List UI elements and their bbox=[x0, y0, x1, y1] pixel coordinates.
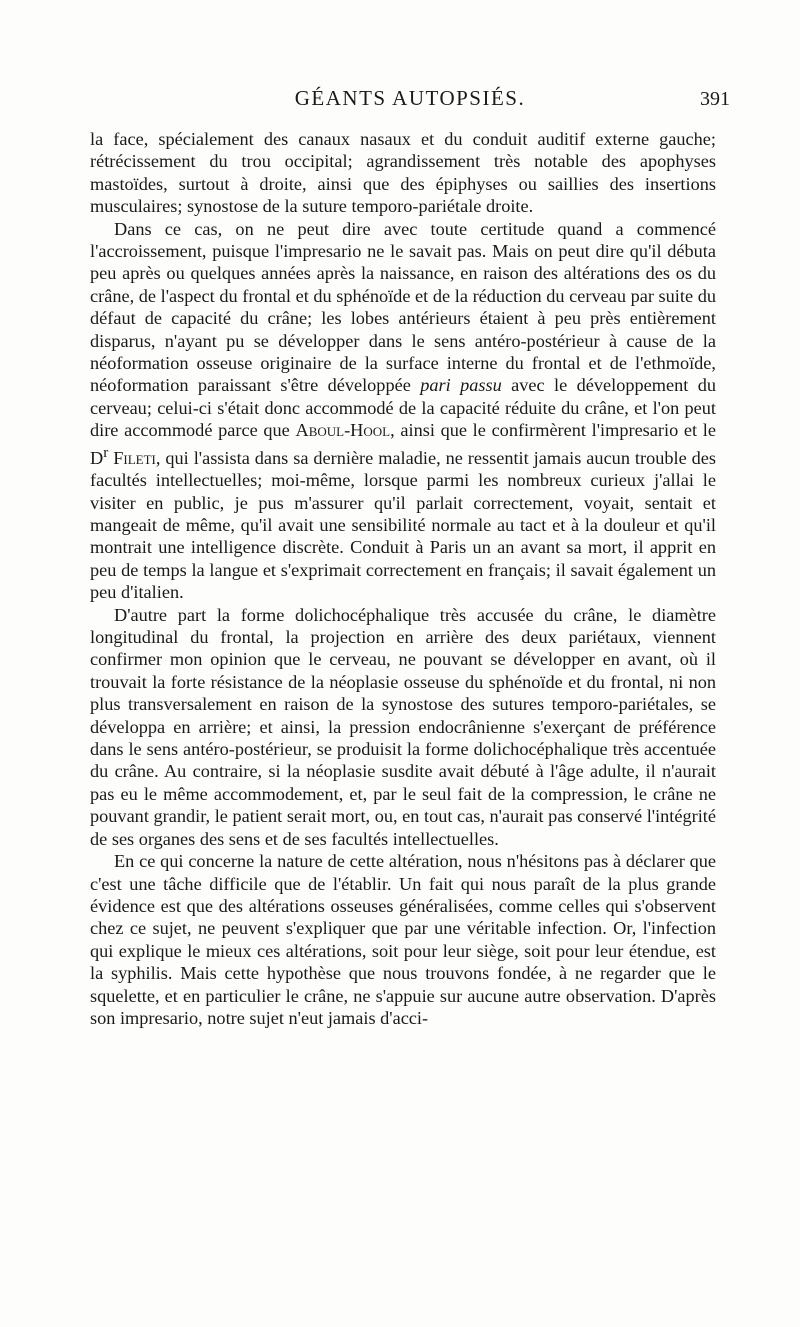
body-text bbox=[90, 128, 716, 1029]
paragraph-2 bbox=[90, 218, 716, 604]
paragraph-2-part-a: Dans ce cas, on ne peut dire avec toute certitude quand a commencé l'accroissement, puisque l'impresario ne le savait pas. Mais on peut dire qu'il débuta peu après ou quelques années après la naissance, en raison des altérations des os du crâne, de l'aspect du frontal et du sphénoïde et de la réduction du cerveau par suite du défaut de capacité du crâne; les lobes antérieurs étaient à peu près entièrement disparus, n'ayant pu se développer dans le sens antéro-postérieur à cause de la néoformation osseuse originaire de la surface interne du frontal et de l'ethmoïde, néoformation paraissant s'être développée bbox=[90, 218, 716, 396]
page-number: 391 bbox=[700, 88, 730, 110]
person-name-fileti: Fileti bbox=[113, 447, 156, 468]
paragraph-2-part-c: , ainsi que le confirmèrent l'impresario et le D bbox=[90, 420, 716, 468]
doctor-abbrev-superscript: r bbox=[103, 443, 109, 461]
paragraph-2-part-b: avec le développement du cerveau; celui-ci s'était donc accommodé de la capacité réduite du crâne, et l'on peut dire accommodé parce que bbox=[90, 375, 716, 441]
person-name-aboul-hool: Aboul-Hool bbox=[295, 420, 391, 441]
paragraph-3: D'autre part la forme dolichocéphalique très accusée du crâne, le diamètre longitudinal du frontal, la projection en arrière des deux pariétaux, viennent confirmer mon opinion que le cerveau, ne pouvant se développer en avant, où il trouvait la forte résistance de la néoplasie osseuse du sphénoïde et du frontal, ni non plus transversalement en raison de la synostose des sutures temporo-pariétales, se développa en arrière; et ainsi, la pression endocrânienne s'exerçant de préférence dans le sens antéro-postérieur, se produisit la forme dolichocéphalique très accentuée du crâne. Au contraire, si la néoplasie susdite avait débuté à l'âge adulte, il n'aurait pas eu le même accommodement, et, par le seul fait de la compression, le crâne ne pouvant grandir, le patient serait mort, ou, en tout cas, n'aurait pas conservé l'intégrité de ses organes des sens et de ses facultés intellectuelles. bbox=[90, 604, 716, 849]
paragraph-2-part-d: , qui l'assista dans sa dernière maladie, ne ressentit jamais aucun trouble des facultés intellectuelles; moi-même, lorsque parmi les nombreux curieux j'allai le visiter en public, je pus m'assurer qu'il parlait correctement, voyait, sentait et mangeait de même, qu'il avait une sensibilité normale au tact et à la douleur et qu'il montrait une intelligence discrète. Conduit à Paris un an avant sa mort, il apprit en peu de temps la langue et s'exprimait correctement en français; il savait également un peu d'italien. bbox=[90, 447, 716, 603]
running-title: GÉANTS AUTOPSIÉS. bbox=[294, 86, 526, 110]
paragraph-1: la face, spécialement des canaux nasaux et du conduit auditif externe gauche; rétrécissement du trou occipital; agrandissement très notable des apophyses mastoïdes, surtout à droite, ainsi que des épiphyses ou saillies des insertions musculaires; synostose de la suture temporo-pariétale droite. bbox=[90, 129, 716, 217]
page-header bbox=[100, 86, 730, 114]
latin-phrase: pari passu bbox=[420, 375, 502, 396]
paragraph-4: En ce qui concerne la nature de cette altération, nous n'hésitons pas à déclarer que c'est une tâche difficile que de l'établir. Un fait qui nous paraît de la plus grande évidence est que des altérations osseuses généralisées, comme celles qui s'observent chez ce sujet, ne peuvent s'expliquer que par une véritable infection. Or, l'infection qui explique le mieux ces altérations, soit pour leur siège, soit pour leur étendue, est la syphilis. Mais cette hypothèse que nous trouvons fondée, à ne regarder que le squelette, et en particulier le crâne, ne s'appuie sur aucune autre observation. D'après son impresario, notre sujet n'eut jamais d'acci- bbox=[90, 851, 716, 1028]
